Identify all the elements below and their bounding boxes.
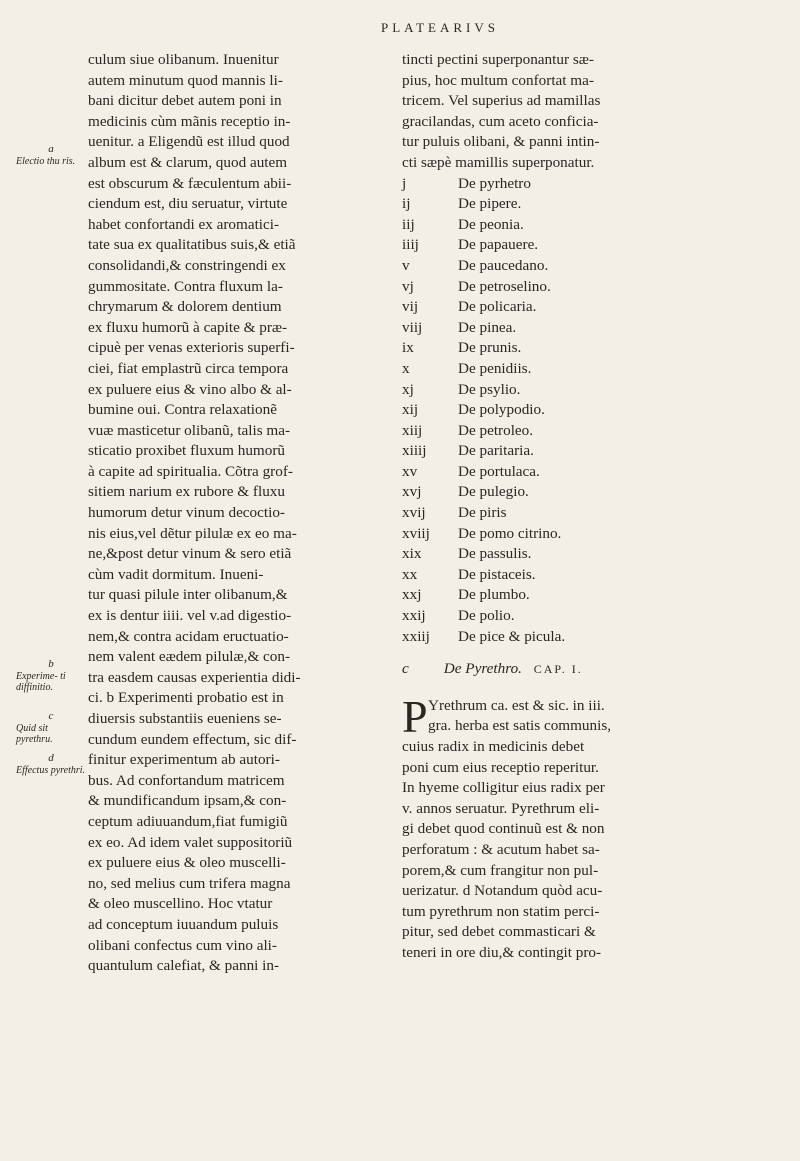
chapter-entry: De pulegio. — [458, 483, 529, 501]
text-line: & mundificandum ipsam,& con- — [88, 792, 287, 810]
text-line: habet confortandi ex aromatici- — [88, 215, 280, 233]
chapter-cap: CAP. I. — [533, 662, 583, 677]
margin-note-letter: d — [48, 752, 54, 764]
text-line: ad conceptum iuuandum puluis — [88, 915, 279, 933]
text-line: autem minutum quod mannis li- — [88, 71, 283, 89]
chapter-number: xiij — [402, 421, 423, 439]
text-line: porem,& cum frangitur non pul- — [402, 861, 599, 879]
right-column-top-text — [402, 50, 782, 174]
chapter-entry: De papauere. — [458, 236, 539, 254]
chapter-entry: De petroselino. — [458, 277, 551, 295]
drop-cap: P — [402, 690, 428, 742]
text-line: & oleo muscellino. Hoc vtatur — [88, 895, 273, 913]
text-line: bus. Ad confortandum matricem — [88, 771, 285, 789]
chapter-number: x — [402, 359, 410, 377]
text-line: uenitur. a Eligendũ est illud quod — [88, 133, 290, 151]
chapter-entry: De portulaca. — [458, 462, 540, 480]
text-line: chrymarum & dolorem dentium — [88, 298, 282, 316]
text-line: v. annos seruatur. Pyrethrum eli- — [402, 799, 600, 817]
chapter-list-item — [402, 421, 782, 442]
chapter-list-item — [402, 194, 782, 215]
chapter-entry: De peonia. — [458, 215, 524, 233]
chapter-list-item — [402, 174, 782, 195]
text-line: tur quasi pilule inter olibanum,& — [88, 586, 288, 604]
text-line: bani dicitur debet autem poni in — [88, 92, 282, 110]
text-line: sticatio proxibet fluxum humorũ — [88, 442, 285, 460]
text-line: à capite ad spiritualia. Cõtra grof- — [88, 462, 293, 480]
margin-note-letter: a — [48, 143, 54, 155]
chapter-number: xiiij — [402, 442, 427, 460]
right-column — [402, 50, 782, 964]
chapter-number: ix — [402, 339, 414, 357]
text-line: olibani confectus cum vino ali- — [88, 936, 277, 954]
margin-note-letter: b — [48, 658, 54, 670]
text-line: ex is dentur iiii. vel v.ad digestio- — [88, 607, 292, 625]
chapter-list-item — [402, 277, 782, 298]
running-head: PLATEARIVS — [380, 20, 499, 35]
text-line: gummositate. Contra fluxum la- — [88, 277, 283, 295]
text-line: ne,&post detur vinum & sero etiã — [88, 545, 292, 563]
text-line: ciendum est, diu seruatur, virtute — [88, 195, 288, 213]
chapter-entry: De psylio. — [458, 380, 521, 398]
chapter-number: ij — [402, 195, 411, 213]
text-line: pitur, sed debet commasticari & — [402, 923, 596, 941]
chapter-entry: De pipere. — [458, 195, 522, 213]
chapter-heading — [402, 659, 782, 680]
chapter-title: De Pyrethro. — [443, 660, 522, 678]
margin-note — [16, 710, 86, 746]
text-line: tate sua ex qualitatibus suis,& etiã — [88, 236, 296, 254]
chapter-number: xij — [402, 401, 419, 419]
chapter-entry: De petroleo. — [458, 421, 534, 439]
chapter-number: xxiij — [402, 627, 430, 645]
text-line: cuius radix in medicinis debet — [402, 738, 585, 755]
text-line: nem,& contra acidam eructuatio- — [88, 627, 289, 645]
chapter-list-item — [402, 482, 782, 503]
text-line: uerizatur. d Notandum quòd acu- — [402, 882, 603, 900]
chapter-number: xvj — [402, 483, 422, 501]
left-column — [88, 50, 388, 977]
margin-note — [16, 752, 86, 776]
chapter-entry: De polio. — [458, 607, 515, 625]
chapter-number: xx — [402, 565, 418, 583]
chapter-paragraph — [402, 690, 782, 964]
text-line: cipuè per venas exterioris superfi- — [88, 339, 295, 357]
text-line: tincti pectini superponantur sæ- — [402, 51, 594, 68]
margin-note — [16, 143, 86, 167]
chapter-list — [402, 174, 782, 648]
chapter-list-item — [402, 359, 782, 380]
chapter-number: xvij — [402, 504, 426, 522]
chapter-number: xj — [402, 380, 414, 398]
chapter-entry: De piris — [458, 504, 507, 522]
margin-note-text: Electio thu ris. — [16, 155, 76, 167]
chapter-entry: De policaria. — [458, 298, 537, 316]
text-line: ex fluxu humorũ à capite & præ- — [88, 318, 288, 336]
chapter-list-item — [402, 297, 782, 318]
chapter-list-item — [402, 256, 782, 277]
chapter-number: vij — [402, 298, 419, 316]
text-line: album est & clarum, quod autem — [88, 153, 288, 171]
text-line: gra. herba est satis communis, — [428, 717, 612, 735]
text-line: ci. b Experimenti probatio est in — [88, 689, 284, 707]
margin-note — [16, 658, 86, 694]
chapter-number: j — [402, 174, 407, 192]
chapter-list-item — [402, 318, 782, 339]
margin-note-text: Quid sit pyrethru. — [16, 722, 53, 746]
text-line: perforatum : & acutum habet sa- — [402, 840, 600, 858]
text-line: ex puluere eius & vino albo & al- — [88, 380, 292, 398]
text-line: est obscurum & fæculentum abii- — [88, 174, 292, 192]
chapter-number: vj — [402, 277, 414, 295]
chapter-entry: De pice & picula. — [458, 627, 566, 645]
text-line: tra easdem causas experientia didi- — [88, 668, 301, 686]
chapter-marker: c — [402, 660, 409, 678]
chapter-number: xv — [402, 462, 418, 480]
text-line: tricem. Vel superius ad mamillas — [402, 92, 601, 110]
text-line: cti sæpè mamillis superponatur. — [402, 153, 595, 171]
chapter-number: iiij — [402, 236, 419, 254]
text-line: In hyeme colligitur eius radix per — [402, 779, 605, 797]
chapter-list-item — [402, 380, 782, 401]
text-line: tur puluis olibani, & panni intin- — [402, 133, 600, 151]
chapter-entry: De passulis. — [458, 545, 532, 563]
margin-note-letter: c — [48, 710, 54, 722]
chapter-list-item — [402, 544, 782, 565]
text-line: sitiem narium ex rubore & fluxu — [88, 483, 285, 501]
chapter-list-item — [402, 524, 782, 545]
chapter-number: v — [402, 256, 410, 274]
text-line: cùm vadit dormitum. Inueni- — [88, 565, 264, 583]
chapter-entry: De paucedano. — [458, 256, 549, 274]
text-line: diuersis substantiis eueniens se- — [88, 710, 282, 727]
text-line: ex eo. Ad idem valet suppositoriũ — [88, 833, 293, 851]
chapter-list-item — [402, 627, 782, 648]
text-line: no, sed melius cum trifera magna — [88, 874, 291, 892]
text-line: gracilandas, cum aceto conficia- — [402, 112, 599, 130]
text-line: bumine oui. Contra relaxationẽ — [88, 401, 277, 419]
chapter-entry: De pistaceis. — [458, 565, 536, 583]
text-line: ex puluere eius & oleo muscelli- — [88, 854, 286, 872]
text-line: ceptum adiuuandum,fiat fumigiũ — [88, 812, 288, 830]
chapter-list-item — [402, 441, 782, 462]
chapter-list-item — [402, 400, 782, 421]
text-line: cundum eundem effectum, sic dif- — [88, 730, 297, 748]
chapter-list-item — [402, 565, 782, 586]
text-line: nis eius,vel dẽtur pilulæ ex eo ma- — [88, 524, 297, 542]
text-line: tum pyrethrum non statim perci- — [402, 902, 600, 920]
text-line: culum siue olibanum. Inuenitur — [88, 51, 279, 68]
text-line: Yrethrum ca. est & sic. in iii. — [428, 696, 605, 714]
chapter-entry: De pomo citrino. — [458, 524, 562, 542]
chapter-list-item — [402, 503, 782, 524]
chapter-entry: De prunis. — [458, 339, 522, 357]
text-line: quantulum calefiat, & panni in- — [88, 957, 280, 975]
text-line: pius, hoc multum confortat ma- — [402, 71, 594, 89]
text-line: gi debet quod continuũ est & non — [402, 820, 605, 838]
margin-note-text: Effectus pyrethri. — [16, 764, 86, 776]
text-line: finitur experimentum ab autori- — [88, 751, 280, 769]
text-line: nem valent eædem pilulæ,& con- — [88, 648, 291, 666]
text-line: vuæ masticetur olibanũ, talis ma- — [88, 421, 291, 439]
text-line: medicinis cùm mãnis receptio in- — [88, 112, 291, 130]
chapter-entry: De polypodio. — [458, 401, 545, 419]
text-line: consolidandi,& constringendi ex — [88, 256, 286, 274]
text-line: poni cum eius receptio reperitur. — [402, 758, 599, 776]
chapter-list-item — [402, 338, 782, 359]
chapter-entry: De plumbo. — [458, 586, 530, 604]
margin-note-text: Experime- ti diffinitio. — [16, 670, 66, 694]
text-line: ciei, fiat emplastrũ circa tempora — [88, 359, 289, 377]
text-line: humorum detur vinum decoctio- — [88, 504, 285, 522]
chapter-list-item — [402, 585, 782, 606]
chapter-number: xix — [402, 545, 422, 563]
chapter-number: xxij — [402, 607, 426, 625]
chapter-number: xviij — [402, 524, 430, 542]
chapter-entry: De penidiis. — [458, 359, 532, 377]
text-line: teneri in ore diu,& contingit pro- — [402, 943, 602, 961]
chapter-number: viij — [402, 318, 423, 336]
chapter-entry: De pyrhetro — [458, 174, 531, 192]
chapter-list-item — [402, 215, 782, 236]
chapter-number: iij — [402, 215, 415, 233]
chapter-list-item — [402, 235, 782, 256]
chapter-entry: De paritaria. — [458, 442, 534, 460]
chapter-number: xxj — [402, 586, 422, 604]
chapter-list-item — [402, 462, 782, 483]
chapter-entry: De pinea. — [458, 318, 517, 336]
chapter-list-item — [402, 606, 782, 627]
